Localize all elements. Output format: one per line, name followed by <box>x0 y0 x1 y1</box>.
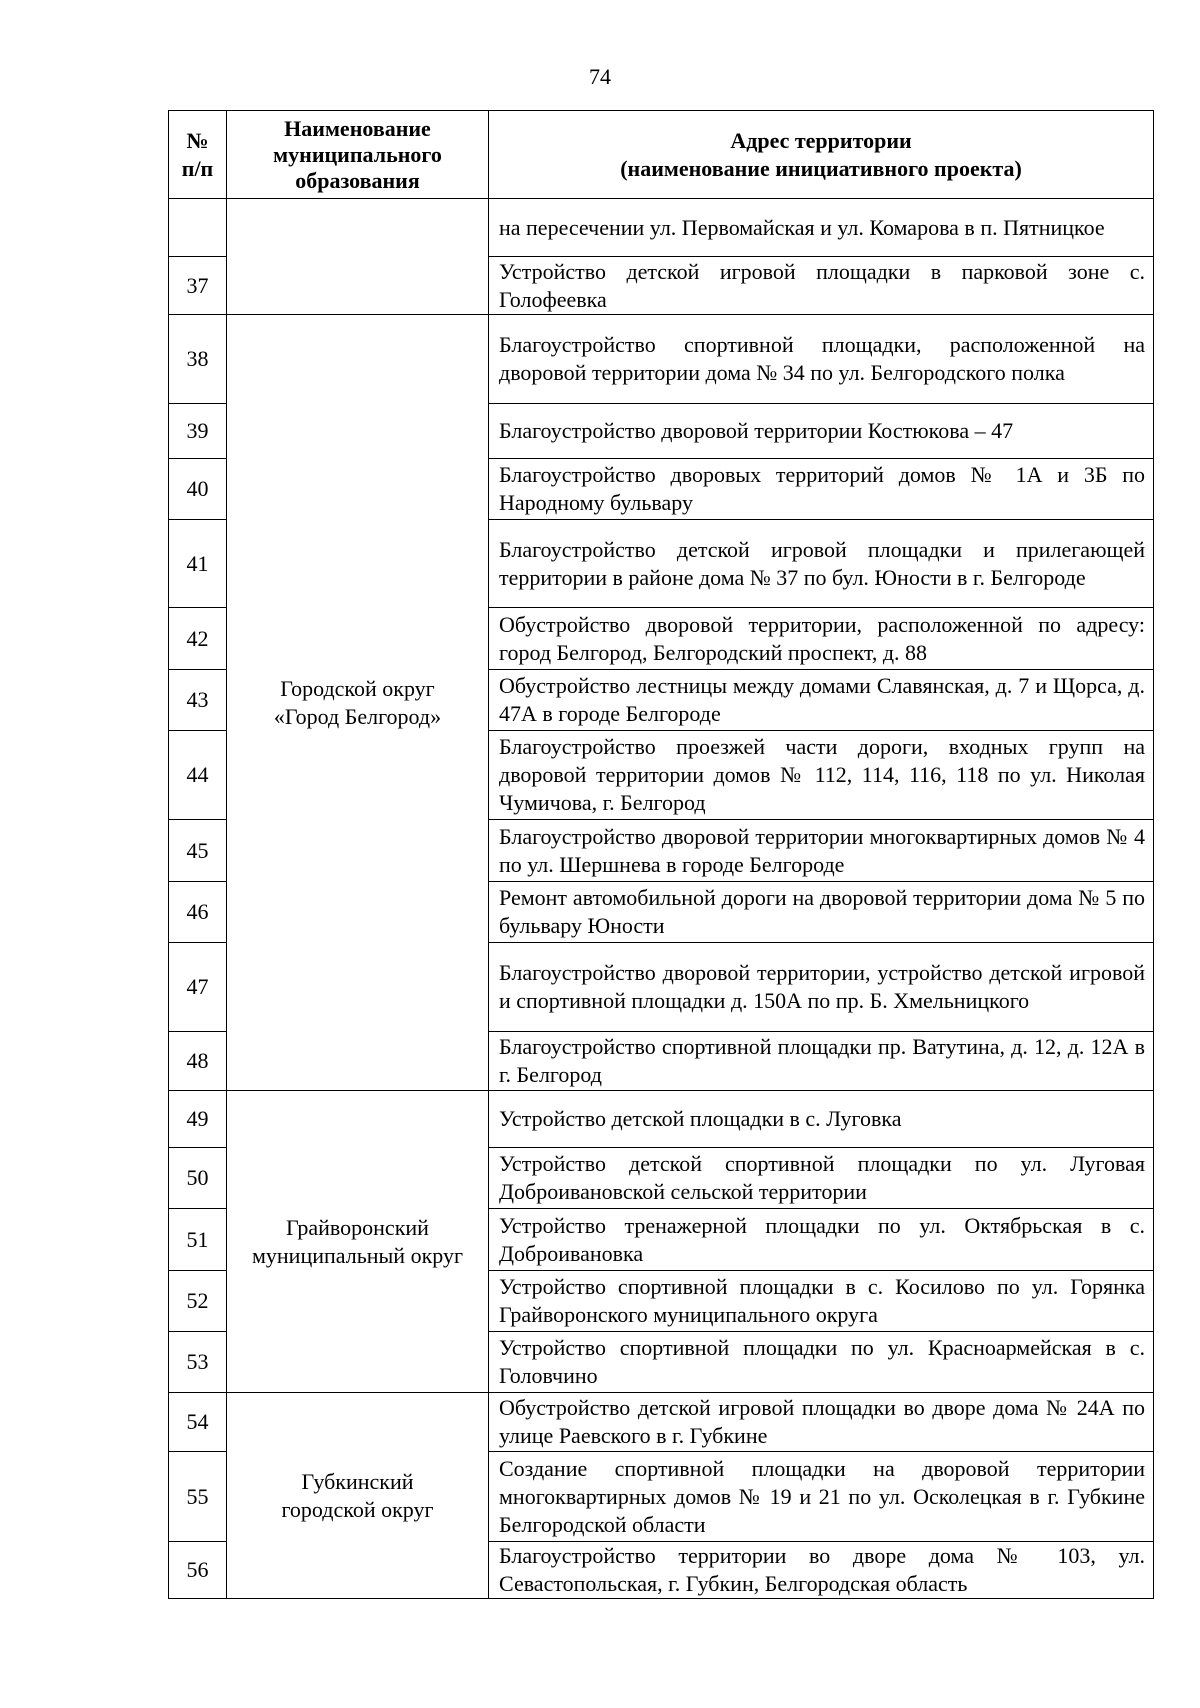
row-address: Благоустройство дворовых территорий домов № 1А и 3Б по Народному бульвару <box>489 459 1154 520</box>
row-number: 56 <box>169 1542 227 1599</box>
row-address: Благоустройство дворовой территории многоквартирных домов № 4 по ул. Шершнева в городе Белгороде <box>489 820 1154 882</box>
table-row <box>169 315 1154 404</box>
municipality-belgorod: Городской округ «Город Белгород» <box>227 315 489 1091</box>
row-address: Обустройство дворовой территории, расположенной по адресу: город Белгород, Белгородский проспект, д. 88 <box>489 608 1154 670</box>
row-address: Устройство тренажерной площадки по ул. Октябрьская в с. Доброивановка <box>489 1209 1154 1271</box>
row-number: 52 <box>169 1271 227 1332</box>
header-municipality: Наименование муниципального образования <box>227 111 489 199</box>
row-number: 38 <box>169 315 227 404</box>
row-address: Благоустройство проезжей части дороги, входных групп на дворовой территории домов № 112, 114, 116, 118 по ул. Николая Чумичова, г. Белгород <box>489 731 1154 820</box>
row-number: 51 <box>169 1209 227 1271</box>
row-address: Благоустройство детской игровой площадки и прилегающей территории в районе дома № 37 по бул. Юности в г. Белгороде <box>489 520 1154 608</box>
table-row <box>169 199 1154 257</box>
row-address: Устройство детской игровой площадки в парковой зоне с. Голофеевка <box>489 257 1154 315</box>
header-number: № п/п <box>169 111 227 199</box>
row-number: 49 <box>169 1091 227 1148</box>
projects-table <box>168 110 1154 1599</box>
row-address: Ремонт автомобильной дороги на дворовой территории дома № 5 по бульвару Юности <box>489 882 1154 943</box>
row-number: 50 <box>169 1148 227 1209</box>
row-address: Создание спортивной площадки на дворовой территории многоквартирных домов № 19 и 21 по ул. Осколецкая в г. Губкине Белгородской области <box>489 1452 1154 1542</box>
row-address: на пересечении ул. Первомайская и ул. Комарова в п. Пятницкое <box>489 199 1154 257</box>
row-address: Устройство спортивной площадки по ул. Красноармейская в с. Головчино <box>489 1332 1154 1393</box>
row-number: 45 <box>169 820 227 882</box>
municipality-cell-continued <box>227 199 489 315</box>
table-row <box>169 1091 1154 1148</box>
row-number: 39 <box>169 404 227 459</box>
row-address: Устройство детской площадки в с. Луговка <box>489 1091 1154 1148</box>
row-address: Устройство спортивной площадки в с. Косилово по ул. Горянка Грайворонского муниципального округа <box>489 1271 1154 1332</box>
row-number: 47 <box>169 943 227 1032</box>
table-row <box>169 1393 1154 1452</box>
municipality-gubkin: Губкинский городской округ <box>227 1393 489 1599</box>
row-number: 48 <box>169 1032 227 1091</box>
row-number: 46 <box>169 882 227 943</box>
row-address: Обустройство лестницы между домами Славянская, д. 7 и Щорса, д. 47А в городе Белгороде <box>489 670 1154 731</box>
row-address: Благоустройство территории во дворе дома № 103, ул. Севастопольская, г. Губкин, Белгородская область <box>489 1542 1154 1599</box>
municipality-graivoron: Грайворонский муниципальный округ <box>227 1091 489 1393</box>
row-number: 43 <box>169 670 227 731</box>
row-number: 53 <box>169 1332 227 1393</box>
table-header-row <box>169 111 1154 199</box>
row-address: Благоустройство спортивной площадки пр. Ватутина, д. 12, д. 12А в г. Белгород <box>489 1032 1154 1091</box>
page-number: 74 <box>589 64 611 89</box>
header-address: Адрес территории (наименование инициативного проекта) <box>489 111 1154 199</box>
row-number: 41 <box>169 520 227 608</box>
row-number: 37 <box>169 257 227 315</box>
row-address: Устройство детской спортивной площадки по ул. Луговая Доброивановской сельской территории <box>489 1148 1154 1209</box>
row-address: Благоустройство дворовой территории, устройство детской игровой и спортивной площадки д. 150А по пр. Б. Хмельницкого <box>489 943 1154 1032</box>
row-number: 42 <box>169 608 227 670</box>
row-number: 40 <box>169 459 227 520</box>
row-address: Обустройство детской игровой площадки во дворе дома № 24А по улице Раевского в г. Губкине <box>489 1393 1154 1452</box>
row-number: 54 <box>169 1393 227 1452</box>
row-number: 44 <box>169 731 227 820</box>
row-number <box>169 199 227 257</box>
row-address: Благоустройство спортивной площадки, расположенной на дворовой территории дома № 34 по ул. Белгородского полка <box>489 315 1154 404</box>
row-address: Благоустройство дворовой территории Костюкова – 47 <box>489 404 1154 459</box>
row-number: 55 <box>169 1452 227 1542</box>
